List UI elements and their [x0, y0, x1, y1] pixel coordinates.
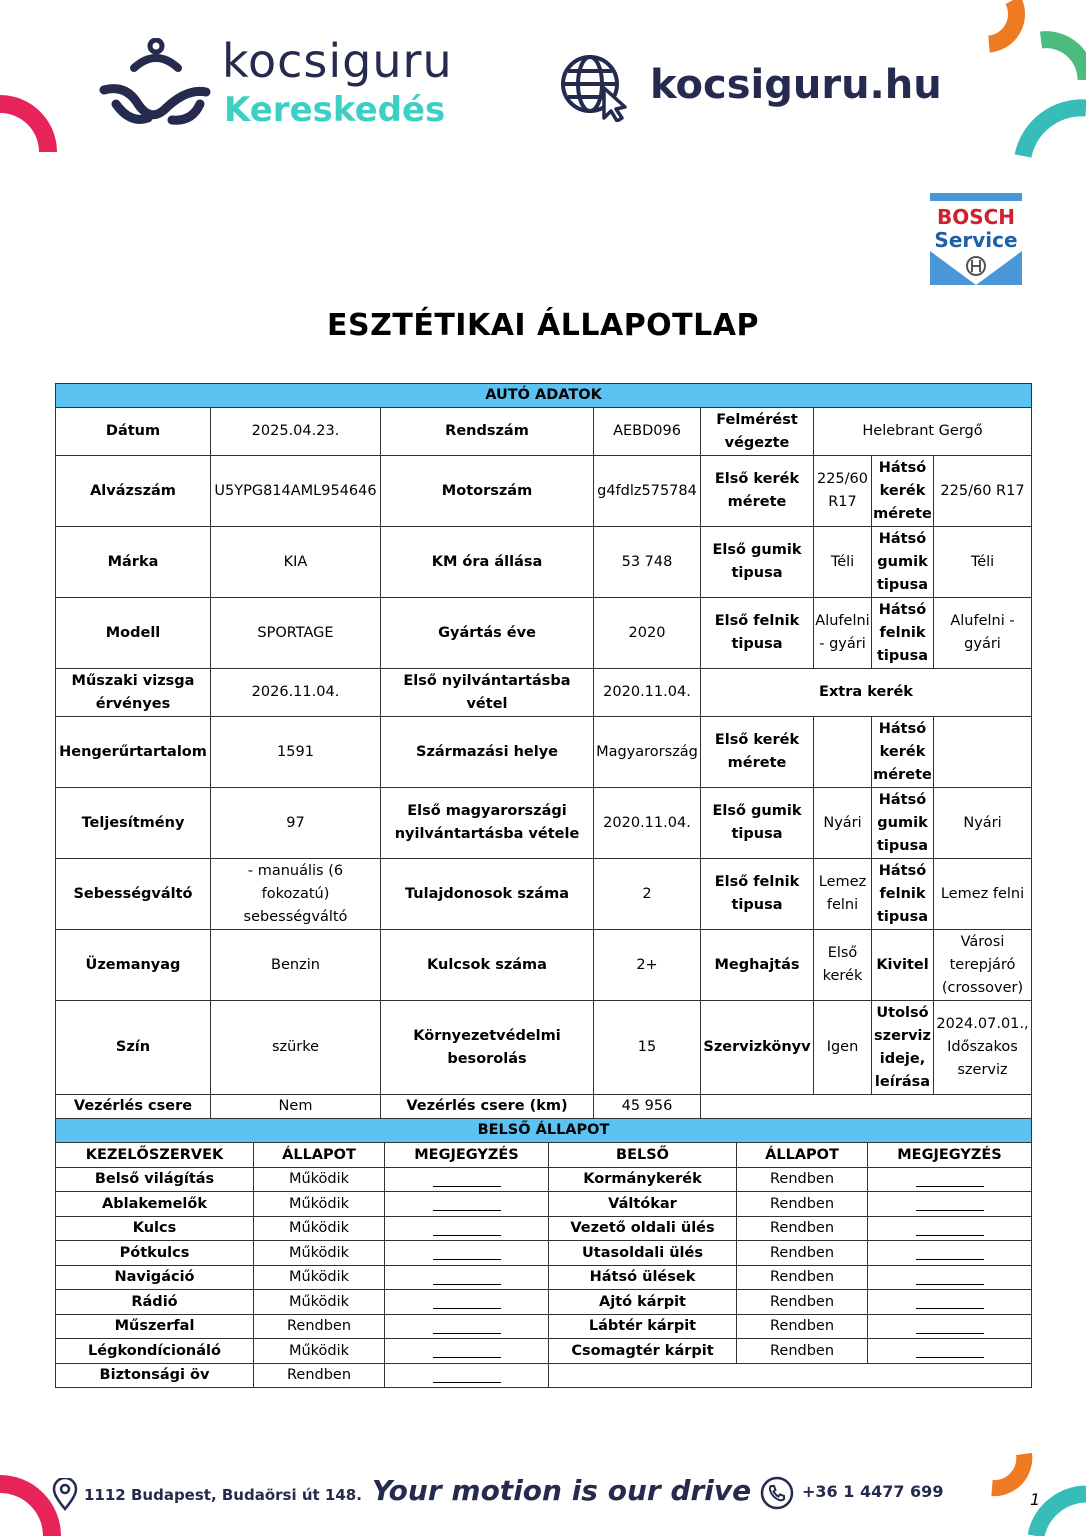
interior-item-name: Ajtó kárpit: [549, 1290, 737, 1315]
interior-item-condition: Rendben: [737, 1265, 868, 1290]
value-inspection-valid: 2026.11.04.: [211, 669, 381, 717]
location-pin-icon: [52, 1478, 78, 1512]
value-front-wheel-size: 225/60 R17: [814, 456, 872, 527]
control-condition: Rendben: [254, 1314, 385, 1339]
value-extra-rear-wheel-size: [934, 717, 1032, 788]
value-body-style: Városi terepjáró (crossover): [934, 930, 1032, 1001]
value-timing-change: Nem: [211, 1095, 381, 1119]
interior-item-name: Hátsó ülések: [549, 1265, 737, 1290]
value-rear-rim-type: Alufelni - gyári: [934, 598, 1032, 669]
label-first-hu-registration: Első magyarországi nyilvántartásba vétele: [381, 788, 594, 859]
interior-item-name: Lábtér kárpit: [549, 1314, 737, 1339]
label-rear-tyre-type: Hátsó gumik tipusa: [872, 527, 934, 598]
interior-item-condition: Rendben: [737, 1167, 868, 1192]
control-name: Légkondícionáló: [56, 1339, 254, 1364]
label-rear-rim-type: Hátsó felnik tipusa: [872, 598, 934, 669]
note-blank: [385, 1216, 549, 1241]
value-plate: AEBD096: [594, 408, 701, 456]
interior-item-condition: Rendben: [737, 1241, 868, 1266]
note-blank: [385, 1363, 549, 1388]
label-extra-wheel: Extra kerék: [701, 669, 1032, 717]
value-first-registration: 2020.11.04.: [594, 669, 701, 717]
value-engine-number: g4fdlz575784: [594, 456, 701, 527]
value-displacement: 1591: [211, 717, 381, 788]
note-blank: [868, 1339, 1032, 1364]
label-inspection-valid: Műszaki vizsga érvényes: [56, 669, 211, 717]
value-vin: U5YPG814AML954646: [211, 456, 381, 527]
section-header-car-data: AUTÓ ADATOK: [56, 384, 1032, 408]
label-extra-front-rim-type: Első felnik tipusa: [701, 859, 814, 930]
label-front-tyre-type: Első gumik tipusa: [701, 527, 814, 598]
label-rear-wheel-size: Hátsó kerék mérete: [872, 456, 934, 527]
corner-decoration-top-right: [975, 0, 1086, 160]
empty-cell: [701, 1095, 1032, 1119]
section-header-interior: BELSŐ ÁLLAPOT: [56, 1119, 1032, 1143]
website-logo: [560, 54, 960, 124]
label-timing-change-km: Vezérlés csere (km): [381, 1095, 594, 1119]
control-name: Biztonsági öv: [56, 1363, 254, 1388]
label-year: Gyártás éve: [381, 598, 594, 669]
label-color: Szín: [56, 1001, 211, 1095]
bosch-wordmark: BOSCH: [936, 205, 1016, 229]
label-vin: Alvázszám: [56, 456, 211, 527]
value-surveyor: Helebrant Gergő: [814, 408, 1032, 456]
footer-slogan: Your motion is our drive: [372, 1474, 752, 1507]
value-model: SPORTAGE: [211, 598, 381, 669]
control-condition: Működik: [254, 1192, 385, 1217]
label-owner-count: Tulajdonosok száma: [381, 859, 594, 930]
globe-cursor-icon: [560, 54, 628, 122]
page-title: ESZTÉTIKAI ÁLLAPOTLAP: [327, 308, 759, 343]
value-brand: KIA: [211, 527, 381, 598]
note-blank: [868, 1265, 1032, 1290]
note-blank: [385, 1339, 549, 1364]
value-extra-front-tyre-type: Nyári: [814, 788, 872, 859]
value-rear-wheel-size: 225/60 R17: [934, 456, 1032, 527]
value-date: 2025.04.23.: [211, 408, 381, 456]
page-number: 1: [1030, 1490, 1041, 1509]
note-blank: [868, 1314, 1032, 1339]
col-header-interior: BELSŐ: [549, 1143, 737, 1167]
value-drive: Első kerék: [814, 930, 872, 1001]
label-extra-rear-wheel-size: Hátsó kerék mérete: [872, 717, 934, 788]
table-row: [56, 1216, 1032, 1241]
label-date: Dátum: [56, 408, 211, 456]
phone-text: +36 1 4477 699: [802, 1482, 944, 1501]
value-origin: Magyarország: [594, 717, 701, 788]
value-odometer: 53 748: [594, 527, 701, 598]
control-name: Kulcs: [56, 1216, 254, 1241]
note-blank: [868, 1290, 1032, 1315]
value-extra-front-rim-type: Lemez felni: [814, 859, 872, 930]
label-extra-front-wheel-size: Első kerék mérete: [701, 717, 814, 788]
col-header-note: MEGJEGYZÉS: [385, 1143, 549, 1167]
table-row: [56, 1314, 1032, 1339]
website-address: kocsiguru.hu: [650, 62, 942, 108]
corner-decoration-top-left: [0, 90, 60, 160]
table-row: [56, 1241, 1032, 1266]
bosch-service-word: Service: [934, 228, 1018, 252]
label-timing-change: Vezérlés csere: [56, 1095, 211, 1119]
value-color: szürke: [211, 1001, 381, 1095]
note-blank: [868, 1241, 1032, 1266]
table-row: [56, 1265, 1032, 1290]
value-first-hu-registration: 2020.11.04.: [594, 788, 701, 859]
note-blank: [385, 1314, 549, 1339]
label-emission-class: Környezetvédelmi besorolás: [381, 1001, 594, 1095]
value-last-service: 2024.07.01., Időszakos szerviz: [934, 1001, 1032, 1095]
note-blank: [868, 1192, 1032, 1217]
value-key-count: 2+: [594, 930, 701, 1001]
label-power: Teljesítmény: [56, 788, 211, 859]
control-condition: Rendben: [254, 1363, 385, 1388]
value-rear-tyre-type: Téli: [934, 527, 1032, 598]
value-emission-class: 15: [594, 1001, 701, 1095]
value-fuel: Benzin: [211, 930, 381, 1001]
control-condition: Működik: [254, 1167, 385, 1192]
note-blank: [385, 1290, 549, 1315]
table-row: [56, 1192, 1032, 1217]
note-blank: [385, 1167, 549, 1192]
control-name: Pótkulcs: [56, 1241, 254, 1266]
label-key-count: Kulcsok száma: [381, 930, 594, 1001]
interior-item-name: Utasoldali ülés: [549, 1241, 737, 1266]
note-blank: [868, 1216, 1032, 1241]
value-front-tyre-type: Téli: [814, 527, 872, 598]
label-drive: Meghajtás: [701, 930, 814, 1001]
label-displacement: Hengerűrtartalom: [56, 717, 211, 788]
label-first-registration: Első nyilvántartásba vétel: [381, 669, 594, 717]
interior-item-name: Csomagtér kárpit: [549, 1339, 737, 1364]
label-front-rim-type: Első felnik tipusa: [701, 598, 814, 669]
value-year: 2020: [594, 598, 701, 669]
col-header-note: MEGJEGYZÉS: [868, 1143, 1032, 1167]
note-blank: [385, 1192, 549, 1217]
value-extra-front-wheel-size: [814, 717, 872, 788]
col-header-controls: KEZELŐSZERVEK: [56, 1143, 254, 1167]
interior-item-condition: Rendben: [737, 1192, 868, 1217]
table-row: [56, 1167, 1032, 1192]
empty-cell: [549, 1363, 1032, 1388]
col-header-condition: ÁLLAPOT: [737, 1143, 868, 1167]
table-row: [56, 1290, 1032, 1315]
table-row: [56, 1363, 1032, 1388]
label-extra-rear-rim-type: Hátsó felnik tipusa: [872, 859, 934, 930]
label-brand: Márka: [56, 527, 211, 598]
value-extra-rear-rim-type: Lemez felni: [934, 859, 1032, 930]
label-surveyor: Felmérést végezte: [701, 408, 814, 456]
control-condition: Működik: [254, 1241, 385, 1266]
value-owner-count: 2: [594, 859, 701, 930]
control-name: Navigáció: [56, 1265, 254, 1290]
col-header-condition: ÁLLAPOT: [254, 1143, 385, 1167]
label-front-wheel-size: Első kerék mérete: [701, 456, 814, 527]
label-engine-number: Motorszám: [381, 456, 594, 527]
interior-item-condition: Rendben: [737, 1339, 868, 1364]
kocsiguru-logo-subtitle: Kereskedés: [224, 90, 446, 130]
label-extra-front-tyre-type: Első gumik tipusa: [701, 788, 814, 859]
car-data-table: [55, 383, 1032, 1143]
value-service-book: Igen: [814, 1001, 872, 1095]
label-plate: Rendszám: [381, 408, 594, 456]
control-condition: Működik: [254, 1216, 385, 1241]
bosch-service-logo: [930, 193, 1022, 285]
interior-condition-table: [55, 1143, 1032, 1388]
label-last-service: Utolsó szerviz ideje, leírása: [872, 1001, 934, 1095]
value-power: 97: [211, 788, 381, 859]
interior-item-name: Vezető oldali ülés: [549, 1216, 737, 1241]
label-model: Modell: [56, 598, 211, 669]
control-name: Ablakemelők: [56, 1192, 254, 1217]
control-condition: Működik: [254, 1339, 385, 1364]
interior-item-condition: Rendben: [737, 1216, 868, 1241]
address-text: 1112 Budapest, Budaörsi út 148.: [84, 1486, 362, 1504]
value-timing-change-km: 45 956: [594, 1095, 701, 1119]
table-row: [56, 1339, 1032, 1364]
control-condition: Működik: [254, 1290, 385, 1315]
label-origin: Származási helye: [381, 717, 594, 788]
phone-icon: [760, 1476, 794, 1510]
label-body-style: Kivitel: [872, 930, 934, 1001]
interior-item-condition: Rendben: [737, 1290, 868, 1315]
kocsiguru-logo: [96, 34, 476, 133]
note-blank: [868, 1167, 1032, 1192]
interior-item-name: Kormánykerék: [549, 1167, 737, 1192]
control-name: Belső világítás: [56, 1167, 254, 1192]
kocsiguru-logo-word: kocsiguru: [222, 34, 453, 88]
note-blank: [385, 1265, 549, 1290]
value-extra-rear-tyre-type: Nyári: [934, 788, 1032, 859]
value-front-rim-type: Alufelni - gyári: [814, 598, 872, 669]
interior-item-name: Váltókar: [549, 1192, 737, 1217]
kocsiguru-logo-mark: [96, 38, 216, 130]
control-name: Műszerfal: [56, 1314, 254, 1339]
label-fuel: Üzemanyag: [56, 930, 211, 1001]
control-name: Rádió: [56, 1290, 254, 1315]
label-service-book: Szervizkönyv: [701, 1001, 814, 1095]
label-gearbox: Sebességváltó: [56, 859, 211, 930]
value-gearbox: - manuális (6 fokozatú) sebességváltó: [211, 859, 381, 930]
note-blank: [385, 1241, 549, 1266]
label-odometer: KM óra állása: [381, 527, 594, 598]
control-condition: Működik: [254, 1265, 385, 1290]
interior-item-condition: Rendben: [737, 1314, 868, 1339]
label-extra-rear-tyre-type: Hátsó gumik tipusa: [872, 788, 934, 859]
